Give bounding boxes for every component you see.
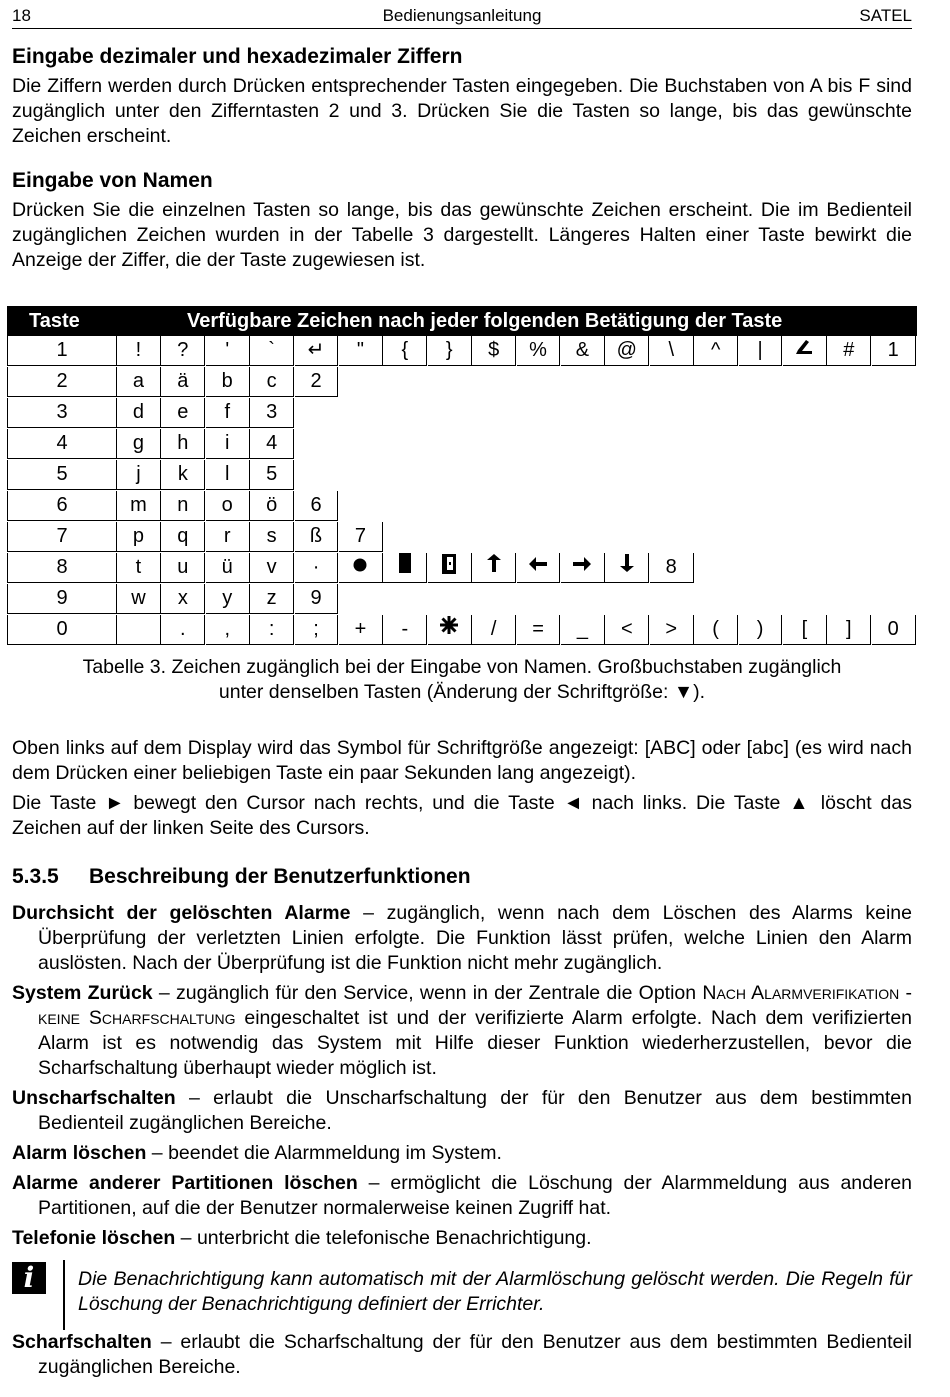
char-cell: 7 bbox=[339, 522, 383, 552]
char-cell: $ bbox=[472, 336, 516, 366]
char-cell: · bbox=[295, 553, 339, 583]
door-icon bbox=[428, 553, 472, 583]
function-desc: – erlaubt die Scharfschaltung der für den Benutzer aus dem bestimmten Bedienteil zugänglichen Bereiche. bbox=[38, 1331, 912, 1378]
function-term: Alarme anderer Partitionen löschen bbox=[12, 1172, 358, 1194]
function-term: Durchsicht der gelöschten Alarme bbox=[12, 902, 351, 924]
key-cell: 9 bbox=[7, 584, 117, 614]
header-key: Taste bbox=[29, 310, 80, 332]
char-cell: d bbox=[117, 398, 161, 428]
char-cell: " bbox=[339, 336, 383, 366]
table-row bbox=[7, 584, 917, 615]
subsection-heading bbox=[12, 864, 912, 890]
char-cell: ? bbox=[161, 336, 205, 366]
function-term: Telefonie löschen bbox=[12, 1227, 176, 1249]
arrow-up-icon bbox=[472, 553, 516, 583]
hex-paragraph: Die Ziffern werden durch Drücken entsprechender Tasten eingegeben. Die Buchstaben von A bis F sind zugänglich unter den Zifferntasten 2 und 3. Drücken Sie die Tasten so lange, bis das gewünschte Zeichen erscheint. bbox=[12, 75, 912, 147]
character-table bbox=[7, 306, 917, 646]
char-cell: } bbox=[428, 336, 472, 366]
subsection-number: 5.3.5 bbox=[12, 865, 59, 888]
key-cell: 5 bbox=[7, 460, 117, 490]
char-cell: | bbox=[739, 336, 783, 366]
char-cell: 5 bbox=[250, 460, 294, 490]
table-header bbox=[7, 306, 917, 336]
char-cell: ä bbox=[161, 367, 205, 397]
pencil-icon bbox=[783, 336, 827, 366]
char-cell: _ bbox=[561, 615, 605, 645]
brand-name: SATEL bbox=[859, 6, 912, 25]
char-cell: 9 bbox=[295, 584, 339, 614]
char-cell: f bbox=[206, 398, 250, 428]
char-cell: { bbox=[383, 336, 427, 366]
note-divider bbox=[63, 1260, 65, 1330]
subsection-title: Beschreibung der Benutzerfunktionen bbox=[89, 865, 471, 888]
option-name: Nach Alarmverifikation - keine Scharfschaltung bbox=[38, 982, 913, 1029]
char-cell: ' bbox=[206, 336, 250, 366]
char-cell: o bbox=[206, 491, 250, 521]
char-cell: b bbox=[206, 367, 250, 397]
table-caption bbox=[12, 655, 912, 705]
char-cell: + bbox=[339, 615, 383, 645]
char-cell: . bbox=[161, 615, 205, 645]
table-row bbox=[7, 553, 917, 584]
key-cell: 4 bbox=[7, 429, 117, 459]
table-row bbox=[7, 491, 917, 522]
char-cell: t bbox=[117, 553, 161, 583]
cursor-keys-paragraph: Die Taste ► bewegt den Cursor nach rechts, und die Taste ◄ nach links. Die Taste ▲ löscht das Zeichen auf der linken Seite des Cursors. bbox=[12, 792, 912, 839]
char-cell: ( bbox=[694, 615, 738, 645]
key-cell: 0 bbox=[7, 615, 117, 645]
function-item bbox=[12, 1330, 912, 1380]
char-cell: , bbox=[206, 615, 250, 645]
char-cell: 1 bbox=[872, 336, 916, 366]
char-cell: r bbox=[206, 522, 250, 552]
char-cell: % bbox=[517, 336, 561, 366]
char-cell: 4 bbox=[250, 429, 294, 459]
char-cell: 3 bbox=[250, 398, 294, 428]
star-icon bbox=[428, 615, 472, 645]
char-cell: h bbox=[161, 429, 205, 459]
char-cell: 2 bbox=[295, 367, 339, 397]
function-term: Alarm löschen bbox=[12, 1142, 147, 1164]
function-desc: – beendet die Alarmmeldung im System. bbox=[146, 1142, 502, 1164]
char-cell: [ bbox=[783, 615, 827, 645]
page-header bbox=[12, 6, 912, 29]
char-cell: z bbox=[250, 584, 294, 614]
char-cell: & bbox=[561, 336, 605, 366]
char-cell: l bbox=[206, 460, 250, 490]
dot-icon bbox=[339, 553, 383, 583]
table-row bbox=[7, 460, 917, 491]
function-item bbox=[12, 1171, 912, 1221]
char-cell: - bbox=[383, 615, 427, 645]
char-cell: > bbox=[650, 615, 694, 645]
function-desc: – unterbricht die telefonische Benachrichtigung. bbox=[175, 1227, 592, 1249]
char-cell: a bbox=[117, 367, 161, 397]
names-section bbox=[12, 168, 912, 273]
key-cell: 1 bbox=[7, 336, 117, 366]
info-note bbox=[12, 1260, 912, 1330]
char-cell: ] bbox=[827, 615, 871, 645]
char-cell: ` bbox=[250, 336, 294, 366]
function-item bbox=[12, 1086, 912, 1136]
table-row bbox=[7, 336, 917, 367]
char-cell: v bbox=[250, 553, 294, 583]
char-cell: m bbox=[117, 491, 161, 521]
function-desc: – erlaubt die Unscharfschaltung der für den Benutzer aus dem bestimmten Bedienteil zugänglichen Bereiche. bbox=[38, 1087, 912, 1134]
char-cell: y bbox=[206, 584, 250, 614]
names-heading: Eingabe von Namen bbox=[12, 169, 213, 192]
functions-section bbox=[12, 864, 912, 1251]
function-term: Scharfschalten bbox=[12, 1331, 152, 1353]
arrow-right-icon bbox=[561, 553, 605, 583]
char-cell: 0 bbox=[872, 615, 916, 645]
char-cell: ) bbox=[739, 615, 783, 645]
char-cell: @ bbox=[605, 336, 649, 366]
char-cell: 8 bbox=[650, 553, 694, 583]
display-paragraph-block bbox=[12, 736, 912, 841]
function-desc: eingeschaltet ist und der verifizierte Alarm erfolgte. Nach dem verifizierten Alarm ist es notwendig das System mit Hilfe dieser Funktion wiederherzustellen, bevor die Scharfschaltung überhaupt wieder möglich ist. bbox=[38, 1007, 913, 1079]
key-cell: 2 bbox=[7, 367, 117, 397]
caption-line-2: unter denselben Tasten (Änderung der Schriftgröße: ▼). bbox=[218, 681, 706, 703]
display-symbol-paragraph: Oben links auf dem Display wird das Symbol für Schriftgröße angezeigt: [ABC] oder [abc] (es wird nach dem Drücken einer beliebigen Taste ein paar Sekunden lang angezeigt). bbox=[12, 737, 912, 784]
char-cell bbox=[117, 615, 161, 645]
char-cell: n bbox=[161, 491, 205, 521]
char-cell: ^ bbox=[694, 336, 738, 366]
char-cell: j bbox=[117, 460, 161, 490]
info-icon: i bbox=[12, 1262, 46, 1294]
function-item bbox=[12, 981, 912, 1081]
function-item bbox=[12, 901, 912, 976]
key-cell: 6 bbox=[7, 491, 117, 521]
page-number: 18 bbox=[12, 6, 31, 25]
function-desc: – zugänglich, wenn nach dem Löschen des Alarms keine Überprüfung der verletzten Linien erfolgte. Die Funktion lässt prüfen, welche Linien den Alarm auslösten. Nach der Überprüfung ist die Funktion nicht mehr zugänglich. bbox=[38, 902, 912, 974]
block-icon bbox=[383, 553, 427, 583]
char-cell: s bbox=[250, 522, 294, 552]
char-cell: ↵ bbox=[295, 336, 339, 366]
names-paragraph: Drücken Sie die einzelnen Tasten so lange, bis das gewünschte Zeichen erscheint. Die im Bedienteil zugänglichen Zeichen wurden in der Tabelle 3 dargestellt. Längeres Halten einer Taste bewirkt die Anzeige der Ziffer, die der Taste zugewiesen ist. bbox=[12, 199, 912, 271]
char-cell: g bbox=[117, 429, 161, 459]
char-cell: 6 bbox=[295, 491, 339, 521]
char-cell: q bbox=[161, 522, 205, 552]
arrow-left-icon bbox=[517, 553, 561, 583]
char-cell: / bbox=[472, 615, 516, 645]
char-cell: w bbox=[117, 584, 161, 614]
note-text: Die Benachrichtigung kann automatisch mit der Alarmlöschung gelöscht werden. Die Regeln für Löschung der Benachrichtigung definiert der Errichter. bbox=[78, 1268, 912, 1315]
char-cell: x bbox=[161, 584, 205, 614]
char-cell: ; bbox=[295, 615, 339, 645]
hex-heading: Eingabe dezimaler und hexadezimaler Ziffern bbox=[12, 45, 463, 68]
function-item bbox=[12, 1226, 912, 1251]
char-cell: ß bbox=[295, 522, 339, 552]
header-chars: Verfügbare Zeichen nach jeder folgenden Betätigung der Taste bbox=[187, 310, 783, 332]
char-cell: e bbox=[161, 398, 205, 428]
table-row bbox=[7, 429, 917, 460]
function-desc: – ermöglicht die Löschung der Alarmmeldung aus anderen Partitionen, auf die der Benutzer normalerweise keinen Zugriff hat. bbox=[38, 1172, 913, 1219]
function-item bbox=[12, 1141, 912, 1166]
function-term: System Zurück bbox=[12, 982, 153, 1004]
table-row bbox=[7, 615, 917, 646]
table-row bbox=[7, 522, 917, 553]
char-cell: c bbox=[250, 367, 294, 397]
function-term: Unscharfschalten bbox=[12, 1087, 176, 1109]
function-desc: – zugänglich für den Service, wenn in der Zentrale die Option bbox=[152, 982, 703, 1004]
hex-section bbox=[12, 44, 912, 149]
table-row bbox=[7, 398, 917, 429]
char-cell: k bbox=[161, 460, 205, 490]
caption-line-1: Tabelle 3. Zeichen zugänglich bei der Eingabe von Namen. Großbuchstaben zugänglich bbox=[82, 656, 842, 678]
char-cell: i bbox=[206, 429, 250, 459]
table-row bbox=[7, 367, 917, 398]
key-cell: 7 bbox=[7, 522, 117, 552]
arming-block bbox=[12, 1330, 912, 1380]
char-cell: ! bbox=[117, 336, 161, 366]
char-cell: u bbox=[161, 553, 205, 583]
char-cell: ü bbox=[206, 553, 250, 583]
char-cell: ö bbox=[250, 491, 294, 521]
char-cell: = bbox=[517, 615, 561, 645]
arrow-down-icon bbox=[605, 553, 649, 583]
char-cell: : bbox=[250, 615, 294, 645]
char-cell: p bbox=[117, 522, 161, 552]
key-cell: 8 bbox=[7, 553, 117, 583]
key-cell: 3 bbox=[7, 398, 117, 428]
document-title: Bedienungsanleitung bbox=[382, 6, 542, 25]
char-cell: \ bbox=[650, 336, 694, 366]
char-cell: < bbox=[605, 615, 649, 645]
char-cell: # bbox=[827, 336, 871, 366]
